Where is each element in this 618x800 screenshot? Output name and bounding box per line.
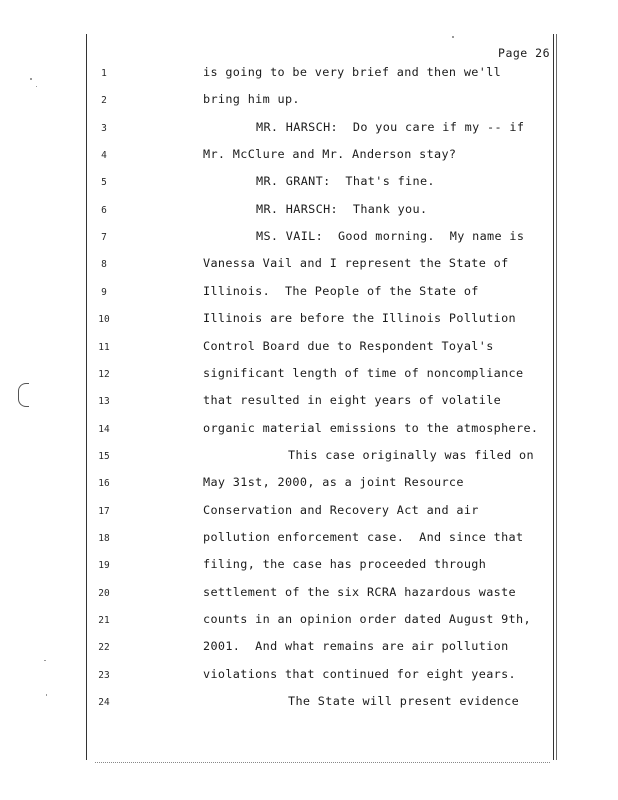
line-number: 12 <box>98 368 110 380</box>
transcript-line <box>0 254 618 281</box>
transcript-line <box>0 528 618 555</box>
transcript-line <box>0 555 618 582</box>
line-number: 5 <box>101 177 107 189</box>
line-number: 2 <box>101 95 107 107</box>
line-number: 18 <box>98 532 110 544</box>
line-text: Vanessa Vail and I represent the State of <box>203 256 509 271</box>
line-number: 3 <box>101 122 107 134</box>
line-number: 6 <box>101 204 107 216</box>
line-text: Conservation and Recovery Act and air <box>203 502 479 517</box>
line-text: May 31st, 2000, as a joint Resource <box>203 475 464 490</box>
line-text: This case originally was filed on <box>288 447 534 462</box>
line-text: settlement of the six RCRA hazardous waste <box>203 584 516 599</box>
transcript-line <box>0 391 618 418</box>
line-number: 19 <box>98 560 110 572</box>
transcript-line <box>0 583 618 610</box>
line-text: MR. GRANT: That's fine. <box>256 174 435 189</box>
transcript-line <box>0 692 618 719</box>
line-text: that resulted in eight years of volatile <box>203 393 502 408</box>
transcript-line <box>0 172 618 199</box>
line-number: 24 <box>98 697 110 709</box>
line-text: MR. HARSCH: Thank you. <box>256 201 428 216</box>
line-text: pollution enforcement case. And since that <box>203 529 524 544</box>
line-text: MR. HARSCH: Do you care if my -- if <box>256 119 525 134</box>
line-number: 4 <box>101 150 107 162</box>
scan-speckle <box>44 660 46 661</box>
transcript-line <box>0 501 618 528</box>
scan-speckle <box>452 36 454 38</box>
transcript-line <box>0 227 618 254</box>
line-number: 16 <box>98 478 110 490</box>
transcript-line <box>0 637 618 664</box>
line-number: 14 <box>98 423 110 435</box>
line-text: Control Board due to Respondent Toyal's <box>203 338 494 353</box>
line-text: Mr. McClure and Mr. Anderson stay? <box>203 147 457 162</box>
line-number: 9 <box>101 286 107 298</box>
line-text: 2001. And what remains are air pollution <box>203 639 509 654</box>
line-number: 13 <box>98 396 110 408</box>
transcript-line <box>0 610 618 637</box>
line-number: 20 <box>98 587 110 599</box>
line-text: organic material emissions to the atmosphere. <box>203 420 539 435</box>
scan-artifact-dots <box>95 762 550 765</box>
line-text: bring him up. <box>203 92 300 107</box>
transcript-line <box>0 63 618 90</box>
line-text: significant length of time of noncompliance <box>203 365 524 380</box>
scan-speckle <box>46 694 47 696</box>
scan-artifact-bracket <box>18 383 29 407</box>
transcript-line <box>0 282 618 309</box>
transcript-line <box>0 90 618 117</box>
line-number: 11 <box>98 341 110 353</box>
line-number: 8 <box>101 259 107 271</box>
page-number: Page 26 <box>498 46 550 60</box>
transcript-line <box>0 337 618 364</box>
transcript-line <box>0 200 618 227</box>
line-text: counts in an opinion order dated August 9th, <box>203 612 531 626</box>
transcript-line <box>0 118 618 145</box>
line-number: 21 <box>98 615 110 626</box>
line-number: 17 <box>98 505 110 517</box>
line-text: is going to be very brief and then we'll <box>203 65 502 79</box>
line-text: Illinois. The People of the State of <box>203 283 479 298</box>
scan-speckle <box>36 86 37 87</box>
line-number: 7 <box>101 232 107 244</box>
line-text: violations that continued for eight years. <box>203 666 516 681</box>
line-text: MS. VAIL: Good morning. My name is <box>256 229 525 244</box>
line-number: 22 <box>98 642 110 654</box>
transcript-line <box>0 473 618 500</box>
line-number: 1 <box>101 68 107 79</box>
line-text: filing, the case has proceeded through <box>203 557 487 572</box>
line-text: The State will present evidence <box>288 694 520 709</box>
scan-speckle <box>30 78 32 80</box>
line-number: 10 <box>98 314 110 326</box>
transcript-line <box>0 145 618 172</box>
transcript-line <box>0 665 618 692</box>
transcript-line <box>0 446 618 473</box>
transcript-line <box>0 419 618 446</box>
line-text: Illinois are before the Illinois Pollution <box>203 311 516 326</box>
transcript-line <box>0 364 618 391</box>
line-number: 23 <box>98 669 110 681</box>
line-number: 15 <box>98 450 110 462</box>
transcript-line <box>0 309 618 336</box>
